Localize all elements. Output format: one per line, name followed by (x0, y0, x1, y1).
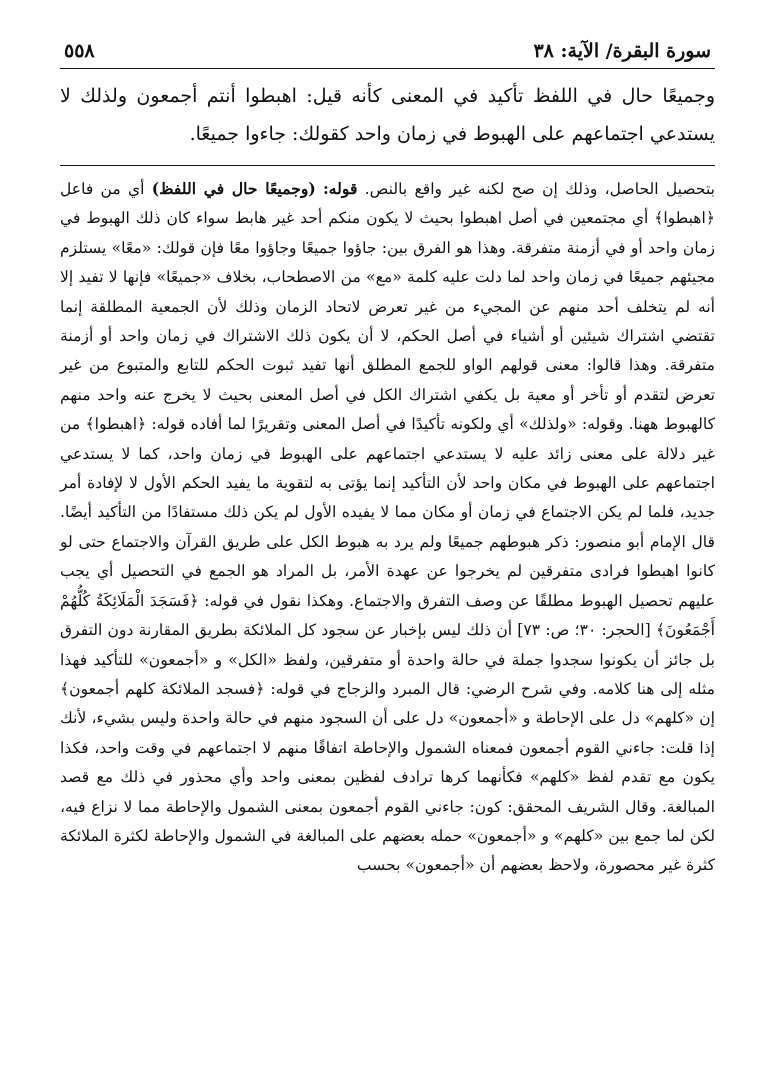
main-text: وجميعًا حال في اللفظ تأكيد في المعنى كأنه قيل: اهبطوا أنتم أجمعون ولذلك لا يستدعي اجتماعهم على الهبوط في زمان واحد كقولك: جاءوا جميعًا. (60, 85, 715, 145)
quoted-phrase: (وجميعًا حال في اللفظ) (151, 179, 316, 198)
qawluh-label: قوله: (323, 179, 358, 198)
commentary-body: أي من فاعل ﴿اهبطوا﴾ أي مجتمعين في أصل اهبطوا بحيث لا يكون منكم أحد غير هابط سواء كان ذلك الهبوط في زمان واحد أو في أزمنة متفرقة. وهذا هو الفرق بين: جاؤوا جميعًا وجاؤوا معًا فإن قولك: «معًا» يستلزم مجيئهم جميعًا في زمان واحد لما دلت عليه كلمة «مع» من الاصطحاب، بخلاف «جميعًا» فإنها لا تفيد إلا أنه لم يتخلف أحد منهم عن المجيء من غير تعرض لاتحاد الزمان وذلك لأن الجمعية المطلقة إنما تقتضي اشتراك شيئين أو أشياء في أصل الحكم، لا أن يكون ذلك الاشتراك في زمان واحد أو أزمنة متفرقة. وهذا قالوا: معنى قولهم الواو للجمع المطلق أنها تفيد ثبوت الحكم للتابع والمتبوع من غير تعرض لتقدم أو تأخر أو معية بل يكفي اشتراك الكل في أصل المعنى بحيث لا يخرج عنه واحد منهم كالهبوط ههنا. وقوله: «ولذلك» أي ولكونه تأكيدًا في أصل المعنى وتقريرًا لما أفاده قوله: ﴿اهبطوا﴾ من غير دلالة على معنى زائد عليه لا يستدعي اجتماعهم على الهبوط في زمان واحد، كما لا يستدعي اجتماعهم على الهبوط في مكان واحد لأن التأكيد إنما يؤتى به لتقوية ما يفيد الحكم الأول لا لإفادة أمر جديد، فلما لم يكن الاجتماع في زمان أو مكان مما لا يفيده الأول لم يكن ذلك مستفادًا من التأكيد أيضًا. قال الإمام أبو منصور: ذكر هبوطهم جميعًا ولم يرد به هبوط الكل على طريق القرآن والاجتماع حتى لو كانوا اهبطوا فرادى متفرقين لم يخرجوا عن عهدة الأمر، بل المراد هو الجمع في التحصيل أي يجب عليهم تحصيل الهبوط مطلقًا عن وصف التفرق والاجتماع. وهكذا نقول في قوله: ﴿فَسَجَدَ الْمَلَائِكَةُ كُلُّهُمْ أَجْمَعُونَ﴾ [الحجر: ٣٠؛ ص: ٧٣] أن ذلك ليس بإخبار عن سجود كل الملائكة بطريق المقارنة دون التفرق بل جائز أن يكونوا سجدوا جملة في حالة واحدة أو متفرقين، ولفظ «الكل» و «أجمعون» للتأكيد فهذا مثله إلى هنا كلامه. وفي شرح الرضي: قال المبرد والزجاج في قوله: ﴿فسجد الملائكة كلهم أجمعون﴾ إن «كلهم» دل على الإحاطة و «أجمعون» دل على أن السجود منهم في حالة واحدة وليس بشيء، لأنك إذا قلت: جاءني القوم أجمعون فمعناه الشمول والإحاطة اتفاقًا منهم لا اجتماعهم في وقت واحد، فكذا يكون مع تقدم لفظ «كلهم» فكأنهما كرها ترادف لفظين بمعنى واحد وأي محذور في ذلك مع قصد المبالغة. وقال الشريف المحقق: كون: جاءني القوم أجمعون بمعنى الشمول والإحاطة مما لا نزاع فيه، لكن لما جمع بين «كلهم» و «أجمعون» حمله بعضهم على المبالغة في الشمول والإحاطة لكثرة الملائكة كثرة غير محصورة، ولاحظ بعضهم أن «أجمعون» بحسب (60, 180, 715, 875)
commentary-section (60, 174, 715, 881)
document-page (60, 40, 715, 1070)
page-number: ٥٥٨ (64, 40, 95, 62)
commentary-text (60, 174, 715, 881)
commentary-lead: بتحصيل الحاصل، وذلك إن صح لكنه غير واقع بالنص. (364, 180, 715, 198)
separator-rule (60, 165, 715, 166)
surah-reference: سورة البقرة/ الآية: ٣٨ (533, 40, 711, 62)
page-header (60, 40, 715, 69)
